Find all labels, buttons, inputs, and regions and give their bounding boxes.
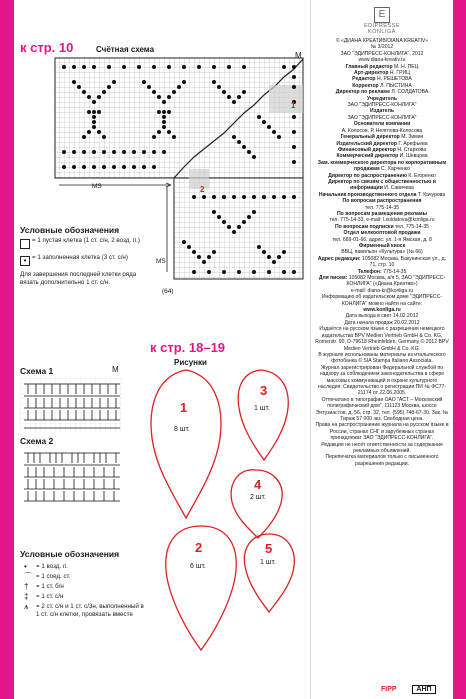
imprint-value: Дата выхода в свет 14.02.2012: [345, 313, 419, 320]
chart-mark-m: M: [295, 51, 302, 60]
imprint-column: [310, 0, 453, 699]
legend-1-item-2: = 1 заполненная клетка (3 ст. с/н): [32, 254, 128, 261]
imprint-value: © «ДИАНА КРЕАТИВ/DIANA KREATIV»: [335, 38, 429, 44]
legend-2-symbol-5: ⩚: [24, 602, 29, 611]
imprint-value: Л. ПЫСТИНА: [380, 82, 412, 89]
petal-4-count: 2 шт.: [250, 494, 266, 501]
imprint-key: Директор по распространению: [328, 172, 409, 179]
imprint-value: А. Колосов, Р. Неяглова-Колосова: [341, 127, 423, 134]
imprint-value: Перепечатка материалов только с письменного разрешения редакции.: [325, 454, 439, 467]
legend-1-item-1: = 1 пустая клетка (1 ст. с/н, 2 возд. п.): [32, 237, 140, 244]
legend-1-filled-cell-icon: •: [20, 256, 30, 266]
legend-2-item-2: = 1 соед. ст.: [36, 573, 71, 580]
legend-1-empty-cell-icon: [20, 239, 30, 249]
petal-5-count: 1 шт.: [260, 559, 276, 566]
imprint-value: Тираж 57 000 экз. Свободная цена.: [340, 415, 424, 422]
legend-2-item-4: = 1 ст. с/н: [36, 593, 64, 600]
imprint-line: [315, 179, 449, 192]
imprint-value: И. Савичева: [384, 185, 414, 192]
imprint-key: Учредитель: [366, 95, 398, 102]
imprint-key: Главный редактор: [345, 63, 394, 70]
footer-logos: [381, 686, 436, 693]
imprint-line: [315, 256, 449, 269]
petal-templates: [146, 368, 308, 658]
imprint-key: Корректор: [352, 82, 381, 89]
imprint-key: Адрес редакции:: [317, 255, 363, 262]
imprint-key: Директор по связям с общественностью и информации: [328, 178, 436, 192]
imprint-value: тел. 775-14-35: [395, 223, 429, 230]
imprint-value: тел. 775-14-35: [365, 204, 399, 211]
petal-1-count: 8 шт.: [174, 426, 190, 433]
imprint-key: Генеральный директор: [340, 134, 402, 141]
imprint-value: ЗАО "ЭДИПРЕСС-КОНЛИГА": [347, 102, 417, 109]
imprint-value: Н. РЕШЕТОВА: [376, 76, 412, 83]
scheme-1-mark-m: M: [112, 365, 119, 374]
left-pink-bar: [0, 0, 14, 699]
imprint-key: Коммерческий директор: [336, 153, 400, 160]
imprint-key: Телефон:: [357, 268, 384, 275]
fipp-logo: FIPP: [381, 686, 397, 693]
petal-1-number: 1: [180, 400, 188, 415]
imprint-value: Журнал зарегистрирован Федеральной службой по надзору за соблюдением законодательства в сфере массовых коммуникаций и охране культурного наследия. Свидетельство о регистрации ПИ № ФС77-21174 от 22.06.2005.: [317, 364, 447, 397]
imprint-key: Зам. коммерческого директора по корпоративным продажам: [317, 159, 447, 173]
imprint-value: Отпечатано в типографии ОАО "АСТ – Московский полиграфический дом", 111123 Москва, шоссе Энтузиастов, д. 56, стр. 32, тел. (595) 748-67-30. Зак. №: [315, 396, 449, 416]
imprint-value: ЗАО "ЭДИПРЕСС-КОНЛИГА": [347, 114, 417, 121]
petal-1-outline: [151, 370, 221, 518]
legend-2-item-5: = 2 ст. с/н и 1 ст. с/3н, выполненный в 1 ст. с/н клетки, провязать вместе: [36, 603, 144, 618]
imprint-value: В журнале использованы материалы из итальянского фотобанка © SIA Stampa Italiano Associata.: [318, 351, 446, 365]
legend-2-symbol-3: †: [24, 582, 29, 591]
petal-3-number: 3: [260, 383, 268, 398]
legend-1-title: Условные обозначения: [20, 225, 120, 235]
legend-2-symbol-4: ‡: [24, 592, 29, 601]
anp-logo: АНП: [412, 685, 435, 694]
chart-mark-1: 1: [291, 101, 296, 110]
imprint-value: Л. СОЛДАТОВА: [391, 89, 429, 96]
imprint-value: e-mail: diana-kr@konliga.ru: [350, 287, 414, 294]
imprint-value: Издаётся на русском языке с разрешения немецкого издательства BPV Medien Vertrieb GmbH & Co. KG, Romerstr. 90, D-79618 Rheinfelden, Germany © 2012 BPV Medien Vertrieb GmbH & Co. KG.: [315, 326, 449, 352]
imprint-key: www.konliga.ru: [363, 307, 401, 314]
imprint-line: [315, 160, 449, 173]
logo-line-1: EDIPRESSE: [364, 23, 400, 29]
legend-1-note: Для завершения последней клетки ряда вязать дополнительно 1 ст. с/н.: [20, 271, 137, 286]
imprint-key: По вопросам размещения рекламы: [337, 210, 427, 217]
imprint-value: С. Харченко: [381, 166, 410, 173]
imprint-key: Для писем:: [318, 275, 349, 282]
imprint-key: Основатели компании: [353, 121, 411, 128]
petal-5-number: 5: [265, 541, 273, 556]
imprint-value: Редакция не несёт ответственности за содержание рекламных объявлений.: [321, 441, 443, 454]
imprint-value: ВВЦ, павильон «Культура» (№ 66): [341, 249, 423, 256]
imprint-key: Директор по рекламе: [335, 89, 392, 96]
imprint-value: М. Зимин: [401, 134, 424, 141]
petal-2-number: 2: [195, 540, 203, 555]
imprint-value: 105082 Москва, Бакунинская ул., д. 71, стр. 10: [362, 255, 447, 269]
chart-mark-ms-side: MS: [156, 258, 166, 265]
scheme-2-diagram: [20, 449, 124, 507]
imprint-line: [315, 352, 449, 365]
scheme-1-diagram: [20, 378, 124, 432]
scheme-2-title: Схема 2: [20, 436, 54, 446]
imprint-key: Начальник производственного отдела: [318, 191, 418, 198]
left-column: [14, 0, 310, 699]
imprint-value: № 3/2012: [370, 44, 394, 51]
page-ref-header-2: к стр. 18–19: [150, 340, 226, 355]
legend-2-item-1: = 1 возд. п.: [36, 563, 68, 570]
imprint-line: [315, 397, 449, 416]
drawings-title: Рисунки: [174, 358, 207, 367]
filet-counting-chart: [54, 57, 306, 281]
right-pink-bar: [452, 0, 466, 699]
imprint-key: Издательский директор: [336, 140, 399, 147]
imprint-value: Н. Старкова: [397, 146, 427, 153]
imprint-value: Г. Арефьева: [398, 140, 428, 147]
page-ref-header-1: к стр. 10: [20, 40, 74, 55]
imprint-value: Информацию об издательском доме "ЭДИПРЕСС-КОНЛИГА" можно найти на сайте:: [321, 294, 443, 307]
petal-2-count: 6 шт.: [190, 563, 206, 570]
chart-mark-64: (64): [162, 288, 174, 295]
imprint-value: Права на распространение журнала на русском языке в России, странах СНГ и зарубежных странах принадлежат ЗАО "ЭДИПРЕСС-КОНЛИГА".: [315, 422, 449, 442]
petal-4-number: 4: [254, 477, 262, 492]
imprint-key: Издатель: [370, 108, 394, 115]
imprint-key: Финансовый директор: [337, 146, 398, 153]
legend-2-symbol-2: ⌒: [24, 572, 32, 581]
imprint-line: [315, 442, 449, 455]
counting-scheme-title: Счётная схема: [96, 45, 155, 54]
publisher-logo-mark: E: [374, 7, 390, 23]
imprint-value: Н. ГРИЦ: [389, 70, 410, 77]
imprint-line: [315, 454, 449, 467]
imprint-value: www.diana-kreativ.ru: [358, 57, 406, 64]
imprint-text: [311, 35, 453, 467]
chart-mark-2: 2: [200, 185, 205, 194]
logo-line-2: KONLIGA: [368, 29, 396, 35]
imprint-value: М. Н. ПЕЦ: [394, 63, 419, 70]
legend-2-item-3: = 1 ст. б/н: [36, 583, 64, 590]
legend-2-title: Условные обозначения: [20, 549, 120, 559]
imprint-line: [315, 422, 449, 441]
imprint-key: По вопросам распространения: [342, 198, 422, 205]
imprint-value: К. Егоренко: [408, 172, 436, 179]
imprint-value: тел. 775-14-33, e-mail: l.soldatova@konliga.ru: [329, 217, 435, 224]
scheme-1-title: Схема 1: [20, 366, 54, 376]
imprint-value: 105082 Москва, а/я 5, ЗАО "ЭДИПРЕСС-КОНЛИГА" («Диана Креатив»): [346, 275, 446, 288]
imprint-value: 775-14-35: [383, 268, 407, 275]
imprint-key: Фирменный киоск: [358, 243, 406, 249]
imprint-key: Редактор: [352, 76, 377, 83]
petal-3-count: 1 шт.: [254, 405, 270, 412]
publisher-logo: [311, 4, 453, 35]
imprint-value: Т. Качурова: [417, 191, 446, 198]
imprint-line: [315, 294, 449, 307]
imprint-value: тел. 689-01-66, адрес: ул. 1-я Ямская, д. 8: [332, 236, 432, 243]
imprint-value: И. Шевцова: [399, 153, 428, 160]
imprint-line: [315, 275, 449, 288]
imprint-line: [315, 365, 449, 397]
chart-mark-ms-top: MS: [92, 183, 102, 190]
imprint-key: Отдел мелкооптовой продажи: [343, 230, 421, 237]
imprint-key: По вопросам подписки: [335, 223, 396, 230]
imprint-line: [315, 326, 449, 352]
imprint-value: ЗАО "ЭДИПРЕСС-КОНЛИГА", 2012: [340, 50, 424, 57]
legend-2-symbol-1: •: [24, 562, 27, 571]
imprint-key: Арт-директор: [354, 70, 390, 77]
imprint-value: Дата начала продаж 20.02.2012: [344, 319, 420, 326]
